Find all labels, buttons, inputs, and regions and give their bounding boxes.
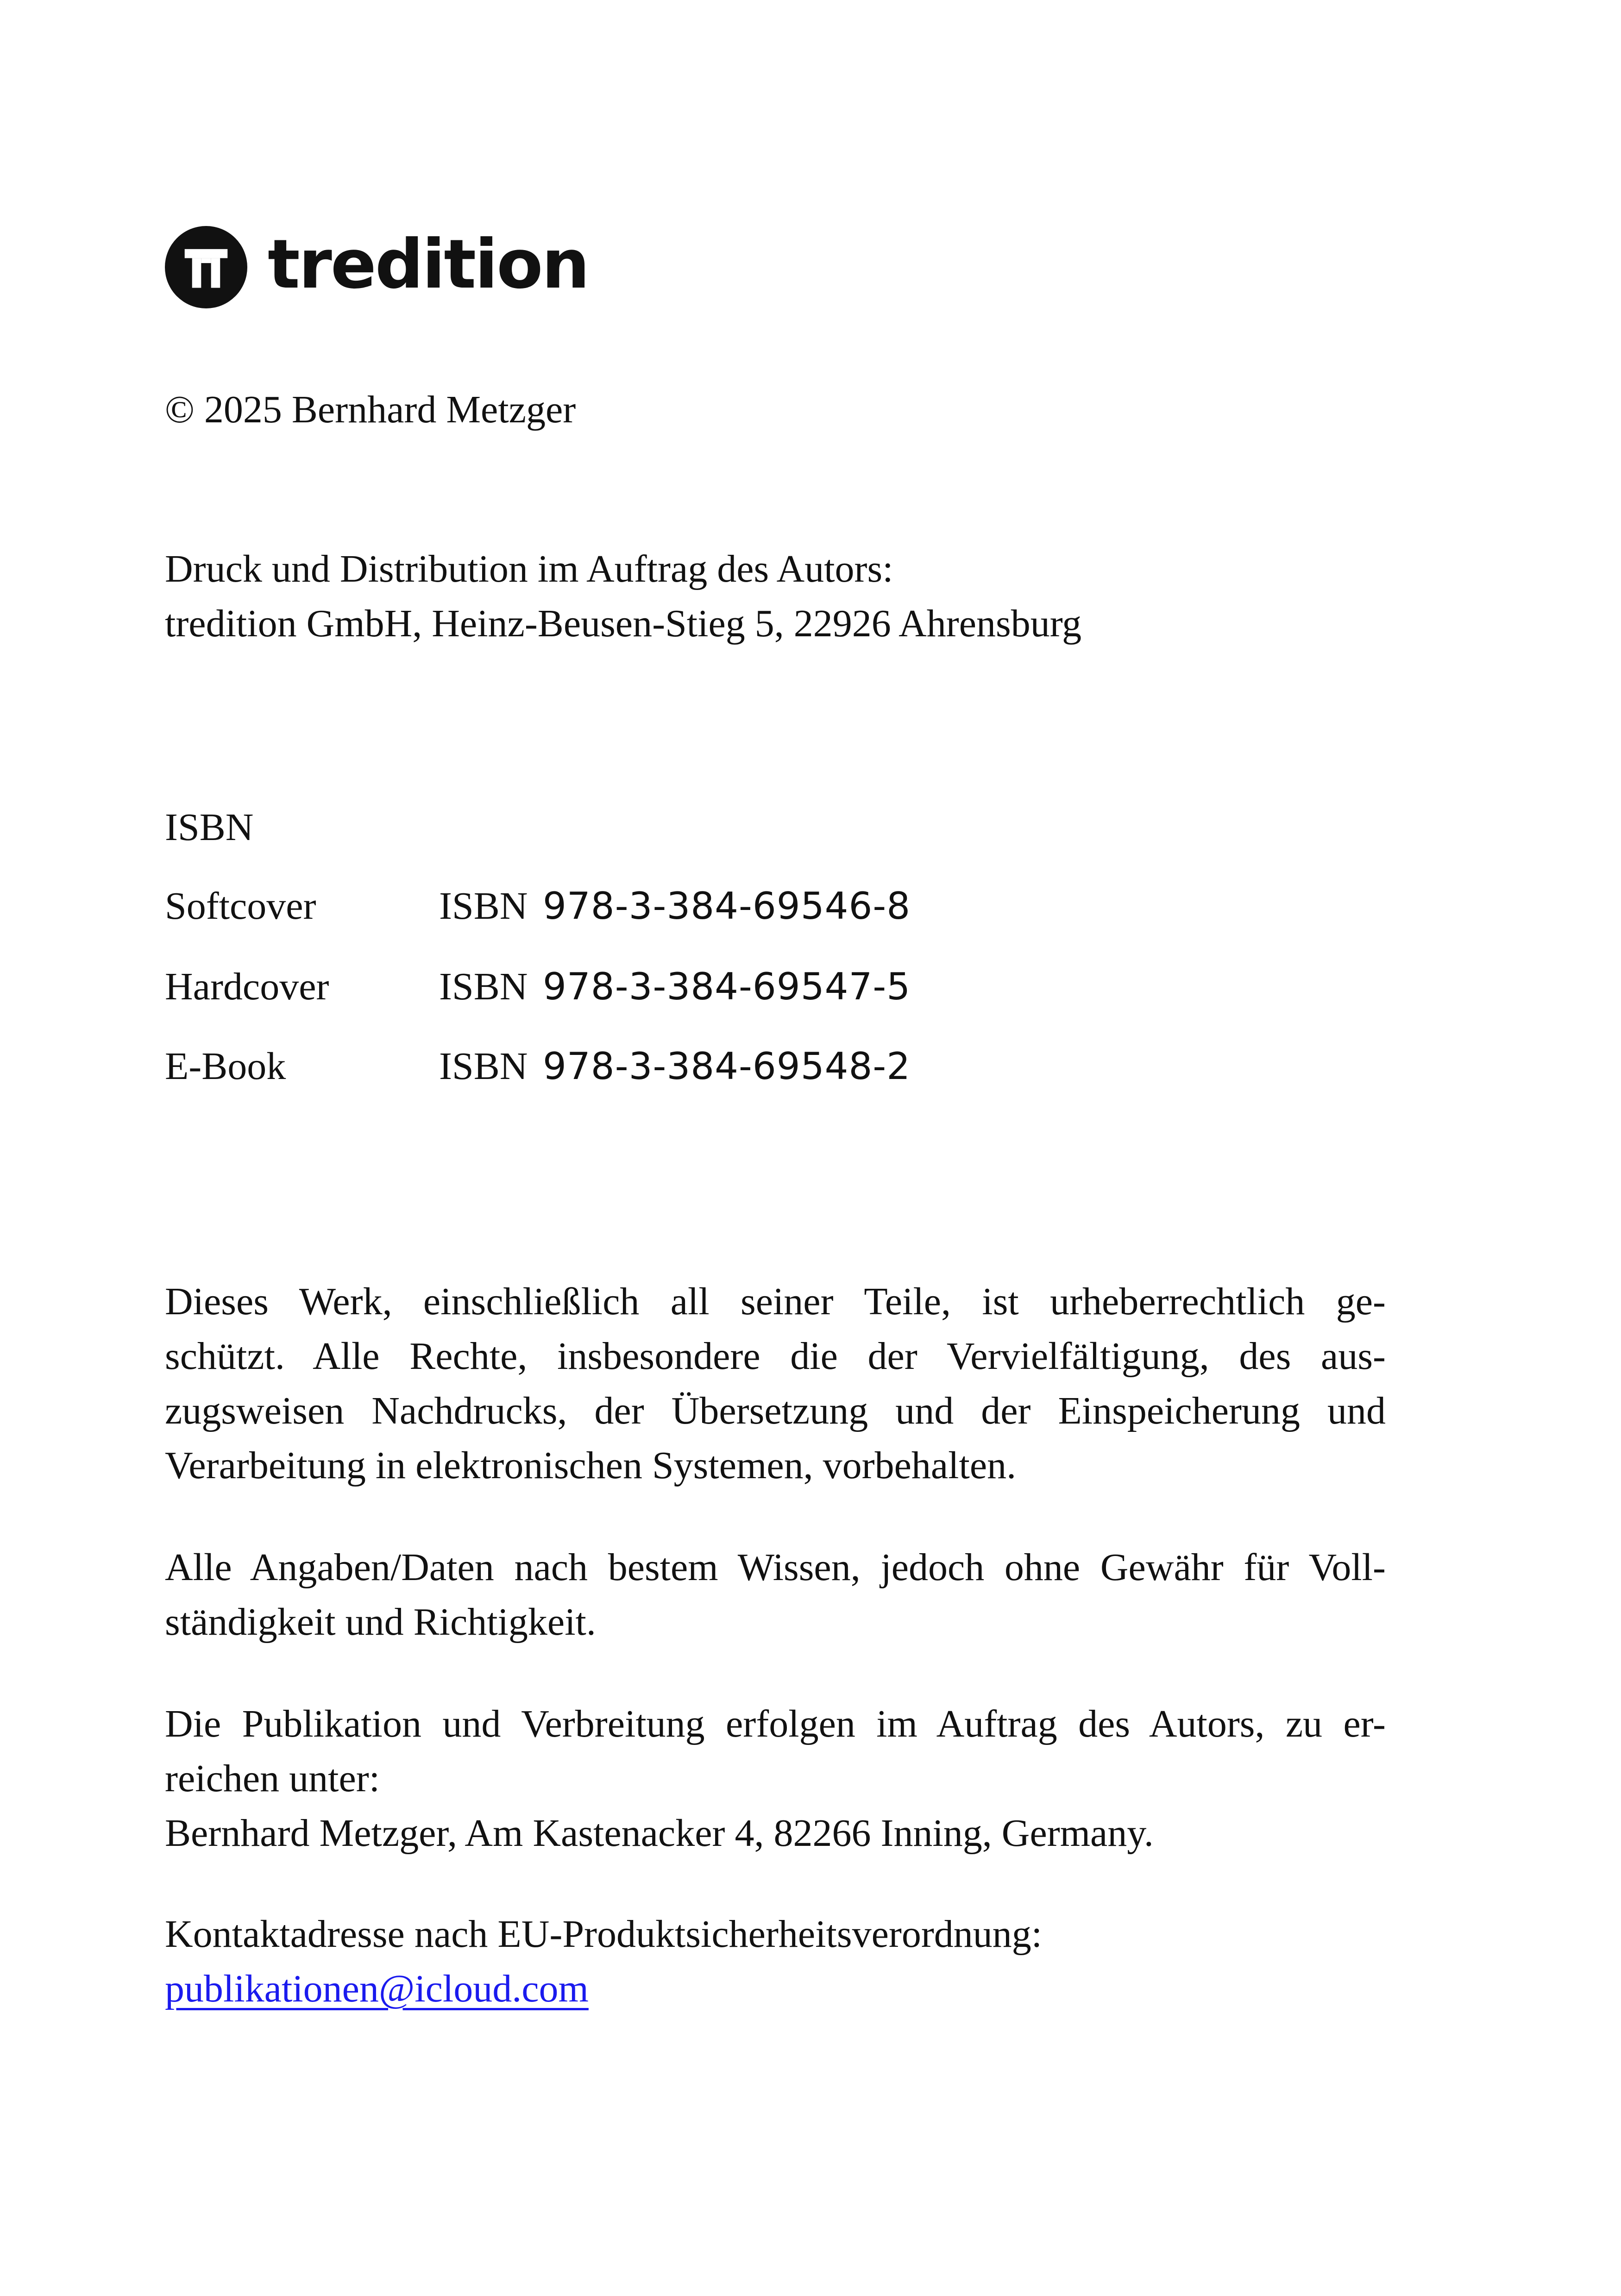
publication-paragraph bbox=[165, 1697, 1386, 1861]
isbn-heading: ISBN bbox=[165, 806, 254, 849]
tredition-logo-icon bbox=[165, 226, 247, 308]
contact-paragraph bbox=[165, 1907, 1386, 2016]
copyright-notice: © 2025 Bernhard Metzger bbox=[165, 388, 576, 431]
paragraph-line: schützt. Alle Rechte, insbesondere die der Vervielfältigung, des aus- bbox=[165, 1335, 1386, 1378]
paragraph-line: Verarbeitung in elektronischen Systemen, vorbehalten. bbox=[165, 1444, 1017, 1487]
paragraph-line: Dieses Werk, einschließlich all seiner Teile, ist urheberrechtlich ge- bbox=[165, 1280, 1386, 1323]
isbn-prefix: ISBN bbox=[439, 965, 528, 1008]
publisher-logo bbox=[165, 226, 588, 308]
copyright-paragraph bbox=[165, 1274, 1386, 1493]
paragraph-line: reichen unter: bbox=[165, 1757, 380, 1800]
isbn-format: Softcover bbox=[165, 885, 316, 928]
print-line-1: Druck und Distribution im Auftrag des Autors: bbox=[165, 547, 893, 590]
print-distribution-block bbox=[165, 542, 1081, 651]
isbn-number: 978-3-384-69547-5 bbox=[543, 965, 911, 1008]
paragraph-line: Die Publikation und Verbreitung erfolgen im Auftrag des Autors, zu er- bbox=[165, 1702, 1386, 1745]
isbn-prefix: ISBN bbox=[439, 1045, 528, 1088]
isbn-prefix: ISBN bbox=[439, 885, 528, 928]
paragraph-line: zugsweisen Nachdrucks, der Übersetzung und der Einspeicherung und bbox=[165, 1389, 1386, 1432]
isbn-format: E-Book bbox=[165, 1045, 286, 1088]
contact-email-link[interactable]: publikationen@icloud.com bbox=[165, 1967, 589, 2010]
isbn-number: 978-3-384-69546-8 bbox=[543, 885, 911, 928]
paragraph-line: Alle Angaben/Daten nach bestem Wissen, jedoch ohne Gewähr für Voll- bbox=[165, 1546, 1386, 1589]
isbn-number: 978-3-384-69548-2 bbox=[543, 1045, 911, 1088]
isbn-format: Hardcover bbox=[165, 965, 329, 1008]
disclaimer-paragraph bbox=[165, 1540, 1386, 1650]
contact-label: Kontaktadresse nach EU-Produktsicherheitsverordnung: bbox=[165, 1913, 1043, 1956]
paragraph-line: ständigkeit und Richtigkeit. bbox=[165, 1600, 596, 1644]
author-address: Bernhard Metzger, Am Kastenacker 4, 82266 Inning, Germany. bbox=[165, 1812, 1154, 1855]
print-line-2: tredition GmbH, Heinz-Beusen-Stieg 5, 22926 Ahrensburg bbox=[165, 602, 1082, 645]
logo-wordmark: tredition bbox=[268, 225, 589, 304]
